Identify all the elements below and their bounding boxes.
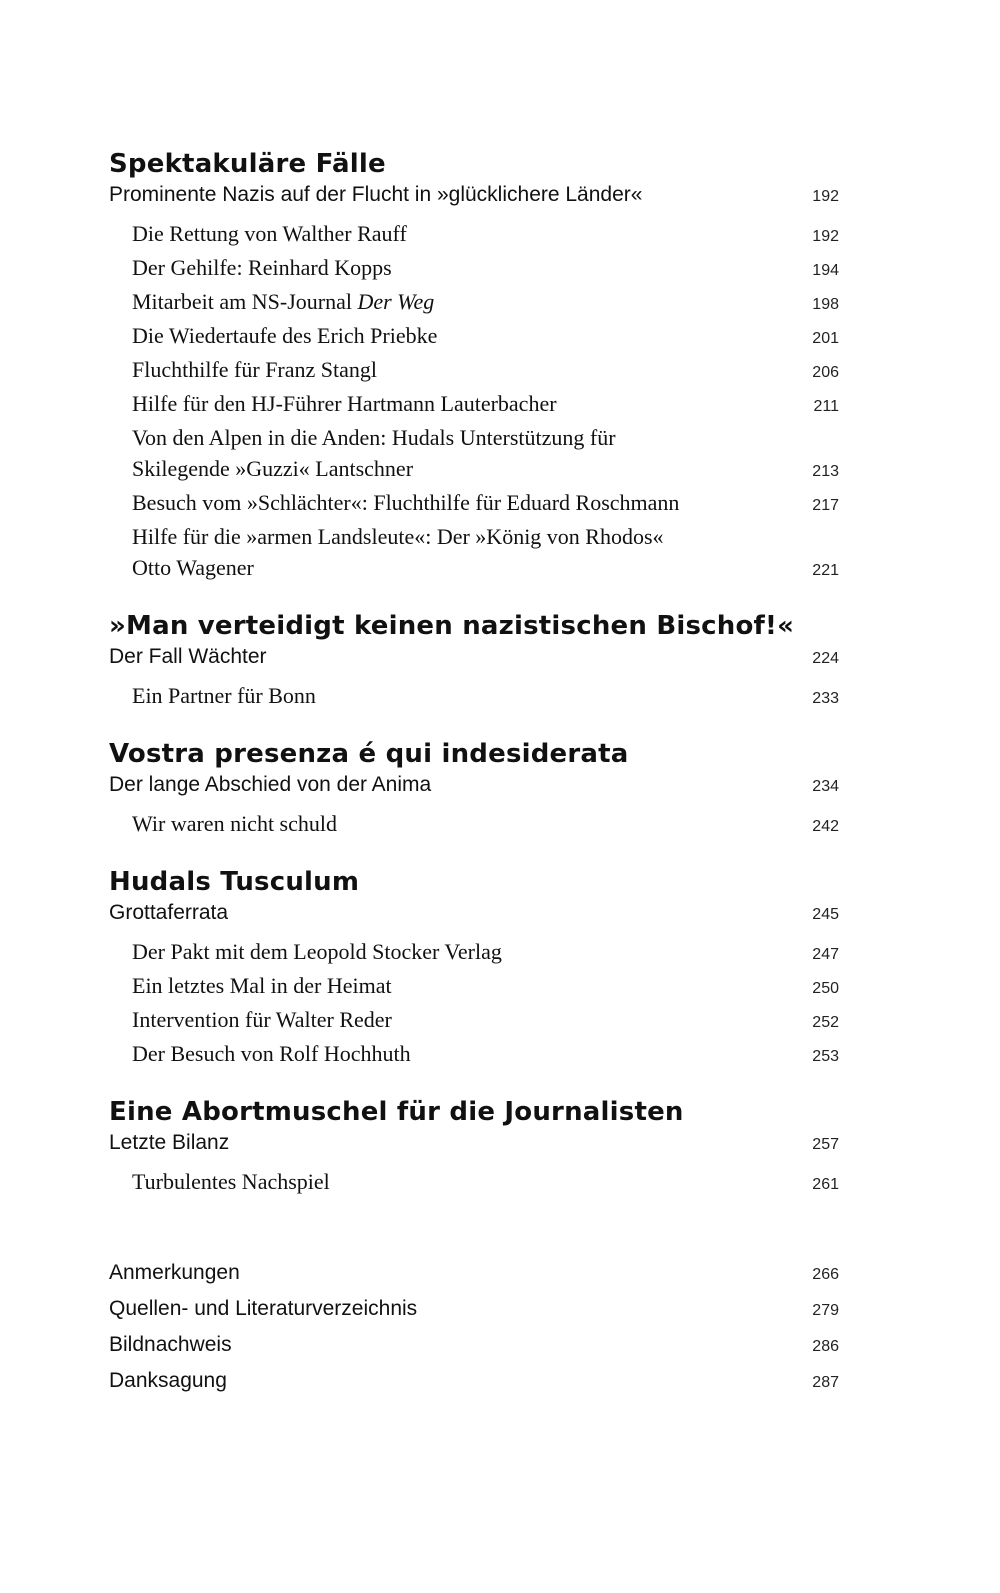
page-number: 206 (812, 364, 839, 381)
page-number: 279 (812, 1302, 839, 1319)
toc-entry[interactable] (132, 552, 839, 586)
toc-entry-text: Ein Partner für Bonn (132, 683, 316, 708)
toc-entry[interactable] (132, 1166, 839, 1200)
back-matter-entry[interactable] (109, 1364, 839, 1400)
page-number: 233 (812, 690, 839, 707)
toc-entry-text: Der Gehilfe: Reinhard Kopps (132, 255, 392, 280)
toc-entry[interactable] (132, 453, 839, 487)
toc-entry-text: Hilfe für den HJ-Führer Hartmann Lauterbacher (132, 391, 557, 416)
back-matter-entry[interactable] (109, 1292, 839, 1328)
chapter (109, 738, 839, 842)
toc-entry-text: Die Rettung von Walther Rauff (132, 221, 407, 246)
toc-entry-text: Mitarbeit am NS-Journal (132, 289, 358, 314)
page-number: 257 (812, 1136, 839, 1153)
section-list (109, 936, 839, 1072)
chapter-subtitle-row[interactable] (109, 770, 839, 802)
page-number: 217 (812, 497, 839, 514)
page-number: 287 (812, 1374, 839, 1391)
toc-entry-text: Hilfe für die »armen Landsleute«: Der »König von Rhodos« (132, 524, 664, 549)
back-matter-list (109, 1256, 839, 1400)
back-matter-text: Quellen- und Literaturverzeichnis (109, 1297, 418, 1320)
chapter-title: Eine Abortmuschel für die Journalisten (109, 1097, 684, 1127)
back-matter-text: Anmerkungen (109, 1261, 240, 1284)
toc-entry[interactable] (132, 521, 839, 552)
page-number: 286 (812, 1338, 839, 1355)
page-number: 250 (812, 980, 839, 997)
chapter (109, 866, 839, 1072)
chapter-subtitle-row[interactable] (109, 898, 839, 930)
page-number: 213 (812, 463, 839, 480)
toc-entry-text: Skilegende »Guzzi« Lantschner (132, 456, 414, 481)
chapter-subtitle: Der lange Abschied von der Anima (109, 773, 432, 796)
chapter (109, 148, 839, 586)
section-list (109, 808, 839, 842)
toc-entry-text: Turbulentes Nachspiel (132, 1169, 330, 1194)
page-number: 245 (812, 906, 839, 923)
chapter-subtitle: Der Fall Wächter (109, 645, 267, 668)
chapter-subtitle-row[interactable] (109, 1128, 839, 1160)
toc-entry[interactable] (132, 808, 839, 842)
chapter-subtitle: Grottaferrata (109, 901, 229, 924)
toc-entry[interactable] (132, 388, 839, 422)
toc-entry-text: Die Wiedertaufe des Erich Priebke (132, 323, 438, 348)
toc-entry-text: Fluchthilfe für Franz Stangl (132, 357, 378, 382)
section-list (109, 1166, 839, 1200)
toc-entry-text-wrap (132, 286, 792, 317)
page-number: 261 (812, 1176, 839, 1193)
chapter-title: Hudals Tusculum (109, 867, 360, 897)
toc-entry-text: Intervention für Walter Reder (132, 1007, 392, 1032)
table-of-contents (109, 148, 839, 1400)
toc-entry[interactable] (132, 422, 839, 453)
toc-entry[interactable] (132, 218, 839, 252)
page-number: 221 (812, 562, 839, 579)
page-number: 224 (812, 650, 839, 667)
chapter-subtitle-row[interactable] (109, 180, 839, 212)
toc-entry-text: Wir waren nicht schuld (132, 811, 337, 836)
toc-entry[interactable] (132, 1038, 839, 1072)
chapter (109, 610, 839, 714)
section-list (109, 218, 839, 586)
toc-entry-text: Der Besuch von Rolf Hochhuth (132, 1041, 411, 1066)
back-matter-entry[interactable] (109, 1256, 839, 1292)
toc-entry-text: Der Pakt mit dem Leopold Stocker Verlag (132, 939, 502, 964)
toc-entry[interactable] (132, 487, 839, 521)
toc-entry[interactable] (132, 680, 839, 714)
toc-entry[interactable] (132, 320, 839, 354)
page-number: 194 (812, 262, 839, 279)
back-matter-entry[interactable] (109, 1328, 839, 1364)
back-matter-text: Bildnachweis (109, 1333, 232, 1356)
page-number: 198 (812, 296, 839, 313)
section-list (109, 680, 839, 714)
toc-entry[interactable] (132, 1004, 839, 1038)
toc-entry-text: Besuch vom »Schlächter«: Fluchthilfe für Eduard Roschmann (132, 490, 680, 515)
page-number: 211 (813, 398, 839, 415)
toc-entry-text: Otto Wagener (132, 555, 254, 580)
chapter-subtitle: Letzte Bilanz (109, 1131, 230, 1154)
chapter-subtitle-row[interactable] (109, 642, 839, 674)
toc-entry-text: Von den Alpen in die Anden: Hudals Unterstützung für (132, 425, 616, 450)
toc-entry[interactable] (132, 970, 839, 1004)
toc-entry[interactable] (132, 354, 839, 388)
chapter (109, 1096, 839, 1200)
page-number: 253 (812, 1048, 839, 1065)
toc-entry[interactable] (132, 936, 839, 970)
page-number: 242 (812, 818, 839, 835)
back-matter-text: Danksagung (109, 1369, 227, 1392)
chapter-subtitle: Prominente Nazis auf der Flucht in »glücklichere Länder« (109, 183, 643, 206)
toc-entry-text: Ein letztes Mal in der Heimat (132, 973, 392, 998)
page-number: 252 (812, 1014, 839, 1031)
chapter-title: »Man verteidigt keinen nazistischen Bischof!« (109, 611, 795, 641)
page-number: 192 (812, 228, 839, 245)
page-number: 266 (812, 1266, 839, 1283)
chapter-title: Vostra presenza é qui indesiderata (109, 739, 629, 769)
journal-title: Der Weg (357, 289, 435, 314)
toc-entry[interactable] (132, 286, 839, 320)
page-number: 234 (812, 778, 839, 795)
page-number: 201 (812, 330, 839, 347)
toc-entry[interactable] (132, 252, 839, 286)
chapter-title: Spektakuläre Fälle (109, 149, 386, 179)
page-number: 247 (812, 946, 839, 963)
page-number: 192 (812, 188, 839, 205)
